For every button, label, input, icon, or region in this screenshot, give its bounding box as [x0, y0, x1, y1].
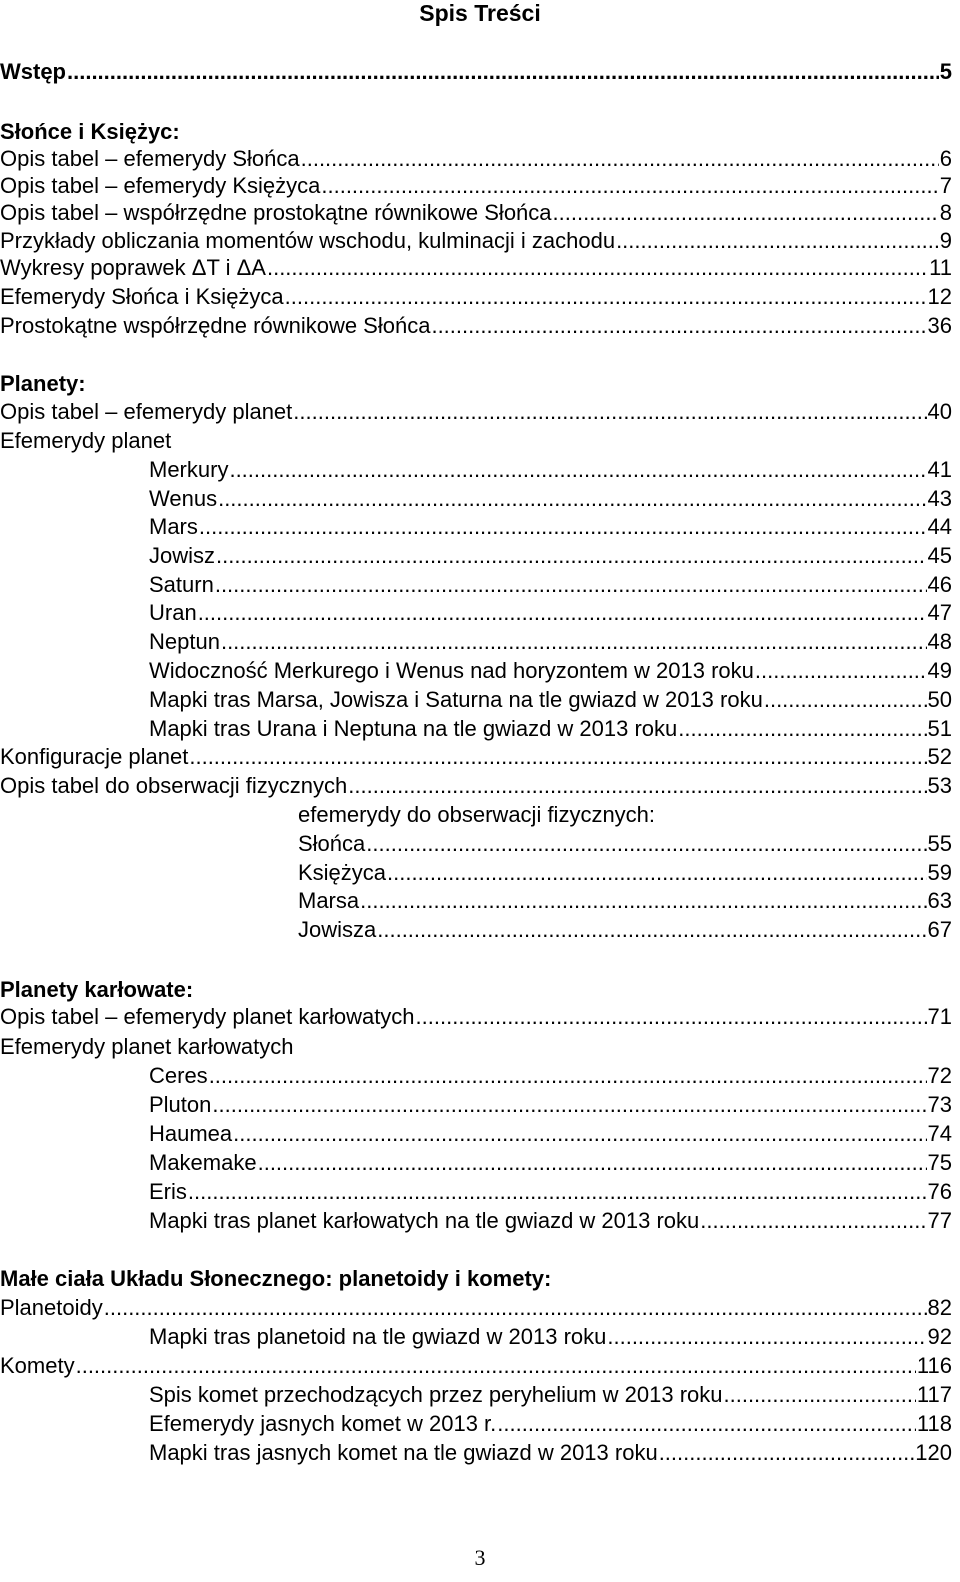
dot-leader [229, 457, 926, 483]
toc-entry-label: Pluton [149, 1092, 212, 1117]
toc-entry[interactable] [0, 1004, 952, 1030]
dot-leader [209, 1063, 927, 1089]
toc-entry[interactable] [0, 514, 952, 540]
toc-entry-page: 76 [927, 1179, 952, 1204]
toc-entry[interactable] [0, 744, 952, 770]
toc-entry[interactable] [0, 200, 952, 226]
dot-leader [199, 514, 927, 540]
dot-leader [216, 543, 927, 569]
toc-entry-page: 6 [939, 146, 952, 171]
toc-entry[interactable] [0, 1150, 952, 1176]
dot-leader [700, 1208, 926, 1234]
toc-entry-page: 67 [927, 917, 952, 942]
toc-entry-label: Opis tabel – efemerydy planet [0, 399, 293, 424]
toc-entry-label: Haumea [149, 1121, 233, 1146]
dot-leader [189, 744, 926, 770]
toc-entry-label: Spis komet przechodzących przez peryhelium w 2013 roku [149, 1382, 723, 1407]
dot-leader [188, 1179, 927, 1205]
section-heading-dwarf-planets: Planety karłowate: [0, 977, 194, 1002]
toc-entry-label: Jowisza [298, 917, 377, 942]
toc-entry[interactable] [0, 687, 952, 713]
toc-entry-label: Makemake [149, 1150, 257, 1175]
dot-leader [198, 600, 927, 626]
dot-leader [678, 716, 926, 742]
dot-leader [233, 1121, 926, 1147]
dot-leader [76, 1353, 916, 1379]
toc-entry-label: Saturn [149, 572, 214, 597]
toc-entry-label: Marsa [298, 888, 360, 913]
dot-leader [301, 146, 939, 172]
toc-entry[interactable] [0, 860, 952, 886]
toc-entry-page: 55 [927, 831, 952, 856]
toc-entry-page: 45 [927, 543, 952, 568]
toc-entry[interactable] [0, 1324, 952, 1350]
toc-entry-page: 9 [939, 228, 952, 253]
toc-entry-label: Mapki tras jasnych komet na tle gwiazd w 2013 roku [149, 1440, 658, 1465]
toc-entry[interactable] [0, 1063, 952, 1089]
section-heading-planets: Planety: [0, 371, 86, 396]
toc-entry[interactable] [0, 1353, 952, 1379]
toc-entry-label: Merkury [149, 457, 229, 482]
toc-entry[interactable] [0, 228, 952, 254]
toc-entry-page: 82 [927, 1295, 952, 1320]
dot-leader [764, 687, 927, 713]
toc-entry-page: 5 [939, 59, 952, 84]
dot-leader [755, 658, 927, 684]
toc-entry-label: Mapki tras planetoid na tle gwiazd w 2013 roku [149, 1324, 607, 1349]
toc-entry-page: 46 [927, 572, 952, 597]
toc-entry[interactable] [0, 888, 952, 914]
toc-entry[interactable] [0, 1092, 952, 1118]
dot-leader [724, 1382, 916, 1408]
dot-leader [387, 860, 926, 886]
toc-group-label: Efemerydy planet [0, 428, 172, 453]
toc-entry-page: 72 [927, 1063, 952, 1088]
dot-leader [366, 831, 926, 857]
toc-entry[interactable] [0, 284, 952, 310]
toc-entry-label: Konfiguracje planet [0, 744, 189, 769]
toc-entry-page: 52 [927, 744, 952, 769]
toc-entry-label: Przykłady obliczania momentów wschodu, kulminacji i zachodu [0, 228, 616, 253]
dot-leader [431, 313, 926, 339]
toc-entry[interactable] [0, 600, 952, 626]
page-number-footer: 3 [474, 1545, 486, 1570]
toc-entry[interactable] [0, 1121, 952, 1147]
dot-leader [104, 1295, 927, 1321]
dot-leader [416, 1004, 927, 1030]
toc-entry[interactable] [0, 457, 952, 483]
toc-entry-page: 43 [927, 486, 952, 511]
toc-entry[interactable] [0, 716, 952, 742]
toc-entry-label: Mapki tras Urana i Neptuna na tle gwiazd w 2013 roku [149, 716, 678, 741]
toc-entry-page: 12 [927, 284, 952, 309]
toc-entry[interactable] [0, 831, 952, 857]
toc-entry[interactable] [0, 543, 952, 569]
toc-entry[interactable] [0, 917, 952, 943]
dot-leader [67, 59, 939, 85]
dot-leader [321, 173, 938, 199]
toc-entry-page: 11 [929, 255, 952, 280]
toc-entry[interactable] [0, 572, 952, 598]
toc-entry-intro[interactable] [0, 59, 952, 85]
toc-entry-label: Uran [149, 600, 197, 625]
toc-entry-page: 63 [927, 888, 952, 913]
toc-entry-label: Mapki tras planet karłowatych na tle gwiazd w 2013 roku [149, 1208, 700, 1233]
dot-leader [267, 255, 928, 281]
toc-entry-label: Mars [149, 514, 198, 539]
section-heading-sun-moon: Słońce i Księżyc: [0, 119, 180, 144]
toc-entry-label: Wstęp [0, 59, 66, 84]
toc-entry-label: Ceres [149, 1063, 208, 1088]
toc-entry-label: Eris [149, 1179, 187, 1204]
dot-leader [258, 1150, 927, 1176]
toc-entry[interactable] [0, 399, 952, 425]
toc-entry[interactable] [0, 1382, 952, 1408]
toc-entry-label: Opis tabel – efemerydy Słońca [0, 146, 300, 171]
toc-entry-label: Opis tabel do obserwacji fizycznych [0, 773, 348, 798]
toc-entry-page: 120 [915, 1440, 952, 1465]
toc-entry[interactable] [0, 773, 952, 799]
toc-entry-label: Planetoidy [0, 1295, 103, 1320]
toc-entry-page: 92 [927, 1324, 952, 1349]
toc-entry-page: 77 [927, 1208, 952, 1233]
dot-leader [553, 200, 939, 226]
toc-entry-page: 40 [927, 399, 952, 424]
toc-entry-page: 48 [927, 629, 952, 654]
dot-leader [616, 228, 939, 254]
toc-entry-page: 73 [927, 1092, 952, 1117]
toc-entry-page: 36 [927, 313, 952, 338]
toc-entry-page: 44 [927, 514, 952, 539]
dot-leader [348, 773, 926, 799]
dot-leader [360, 888, 926, 914]
toc-entry-label: Opis tabel – efemerydy planet karłowatych [0, 1004, 415, 1029]
toc-entry-page: 71 [927, 1004, 952, 1029]
toc-entry-label: Księżyca [298, 860, 387, 885]
toc-entry[interactable] [0, 255, 952, 281]
toc-entry-page: 117 [916, 1382, 952, 1407]
toc-entry-page: 75 [927, 1150, 952, 1175]
toc-entry[interactable] [0, 313, 952, 339]
dot-leader [497, 1411, 916, 1437]
toc-entry-label: Komety [0, 1353, 75, 1378]
toc-entry-page: 47 [927, 600, 952, 625]
dot-leader [607, 1324, 926, 1350]
dot-leader [221, 629, 927, 655]
dot-leader [293, 399, 926, 425]
dot-leader [285, 284, 927, 310]
toc-entry-page: 7 [939, 173, 952, 198]
toc-entry[interactable] [0, 658, 952, 684]
toc-entry[interactable] [0, 629, 952, 655]
toc-entry-label: Neptun [149, 629, 220, 654]
toc-entry-label: Efemerydy Słońca i Księżyca [0, 284, 284, 309]
toc-entry-page: 116 [916, 1353, 952, 1378]
toc-entry-page: 118 [916, 1411, 952, 1436]
toc-entry[interactable] [0, 173, 952, 199]
toc-entry-page: 59 [927, 860, 952, 885]
toc-entry-label: Opis tabel – efemerydy Księżyca [0, 173, 321, 198]
section-heading-small-bodies: Małe ciała Układu Słonecznego: planetoidy i komety: [0, 1266, 552, 1291]
toc-entry-page: 53 [927, 773, 952, 798]
toc-entry[interactable] [0, 486, 952, 512]
page-title: Spis Treści [419, 0, 541, 26]
toc-entry-label: Jowisz [149, 543, 216, 568]
toc-entry-label: Wykresy poprawek ΔT i ΔA [0, 255, 266, 280]
toc-entry-page: 8 [939, 200, 952, 225]
toc-group-label: Efemerydy planet karłowatych [0, 1034, 294, 1059]
toc-entry-label: Efemerydy jasnych komet w 2013 r. [149, 1411, 497, 1436]
dot-leader [659, 1440, 915, 1466]
toc-entry-label: Mapki tras Marsa, Jowisza i Saturna na tle gwiazd w 2013 roku [149, 687, 763, 712]
dot-leader [212, 1092, 926, 1118]
toc-entry-page: 74 [927, 1121, 952, 1146]
toc-group-label: efemerydy do obserwacji fizycznych: [298, 802, 656, 827]
toc-entry-label: Widoczność Merkurego i Wenus nad horyzontem w 2013 roku [149, 658, 754, 683]
toc-entry[interactable] [0, 1411, 952, 1437]
toc-entry[interactable] [0, 1440, 952, 1466]
toc-entry-page: 41 [927, 457, 952, 482]
dot-leader [377, 917, 926, 943]
toc-entry-label: Prostokątne współrzędne równikowe Słońca [0, 313, 431, 338]
toc-entry-label: Słońca [298, 831, 366, 856]
toc-entry[interactable] [0, 1295, 952, 1321]
toc-entry-page: 49 [927, 658, 952, 683]
toc-entry-page: 50 [927, 687, 952, 712]
toc-entry[interactable] [0, 1179, 952, 1205]
toc-entry-label: Wenus [149, 486, 218, 511]
dot-leader [218, 486, 926, 512]
toc-entry-label: Opis tabel – współrzędne prostokątne równikowe Słońca [0, 200, 552, 225]
toc-entry-page: 51 [927, 716, 952, 741]
dot-leader [215, 572, 927, 598]
toc-entry[interactable] [0, 146, 952, 172]
toc-entry[interactable] [0, 1208, 952, 1234]
